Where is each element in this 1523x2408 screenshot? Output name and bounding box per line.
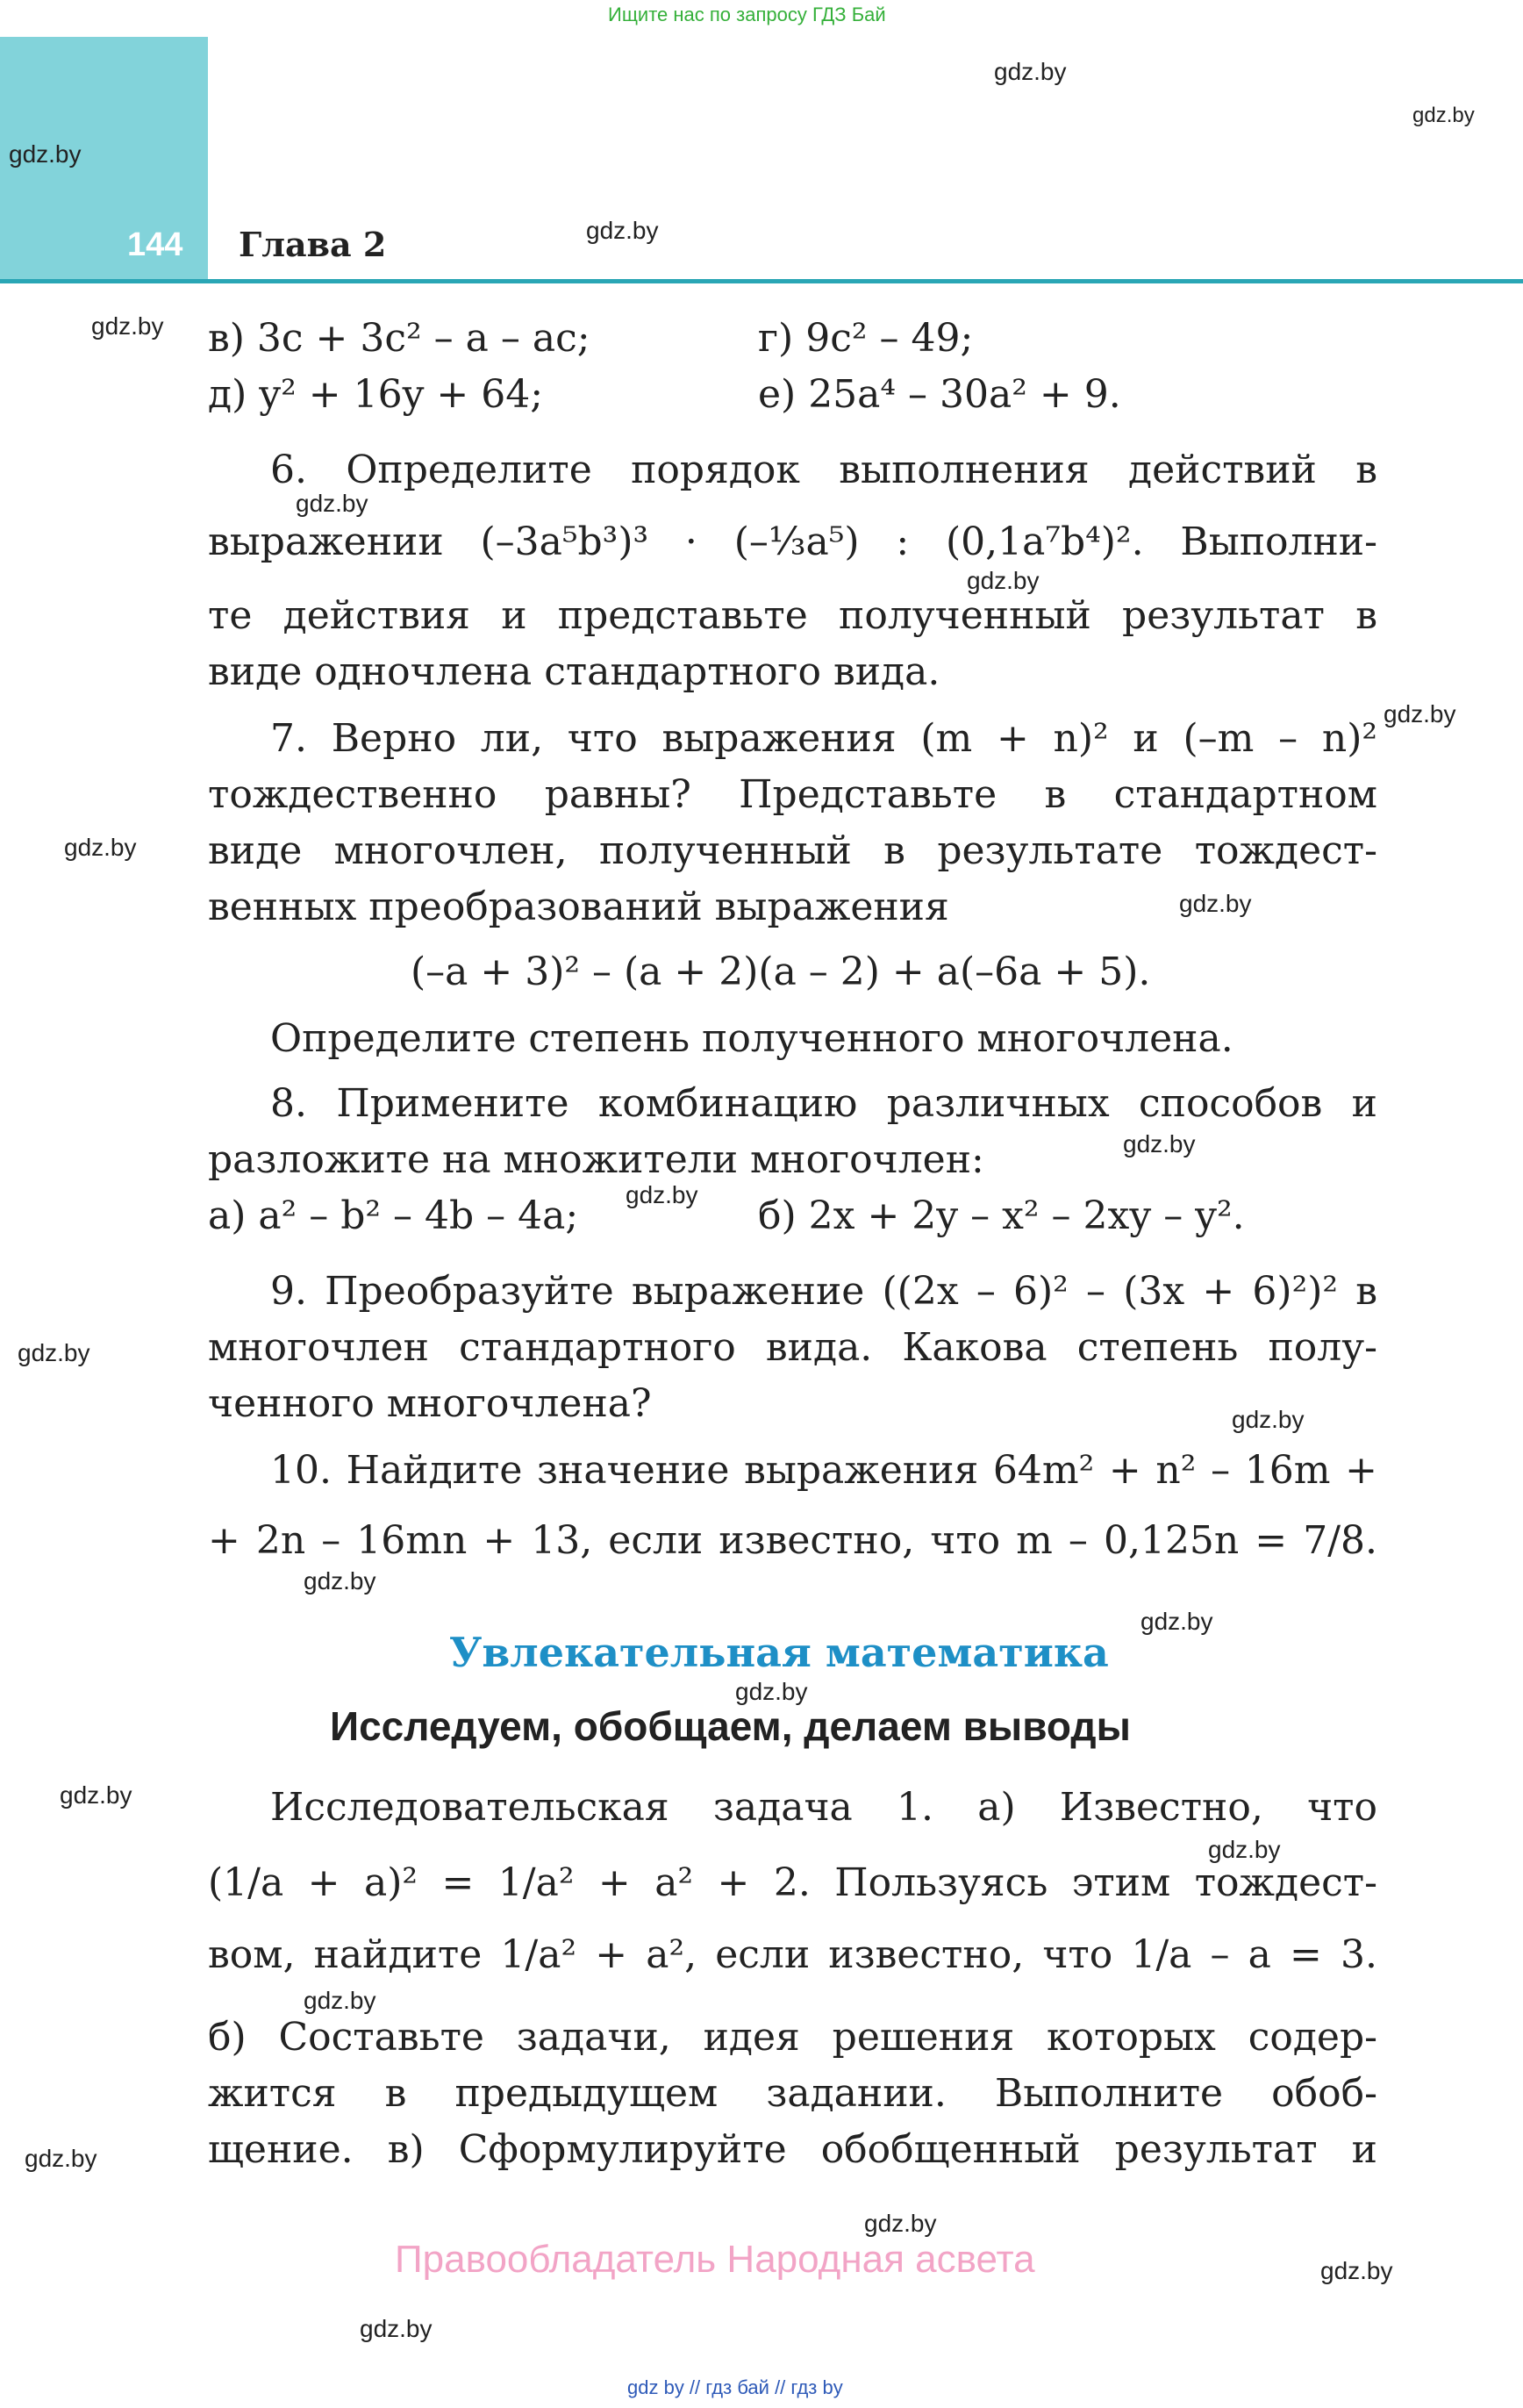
exercise-line: в) 3c + 3c² – a – ac; bbox=[208, 316, 590, 361]
exercise-6-line: виде одночлена стандартного вида. bbox=[208, 649, 940, 694]
research-task-line: щение. в) Сформулируйте обобщенный результат и bbox=[208, 2127, 1377, 2172]
exercise-7-line: 7. Верно ли, что выражения (m + n)² и (–m – n)² bbox=[270, 716, 1377, 761]
exercise-6-line: 6. Определите порядок выполнения действий в bbox=[270, 448, 1377, 492]
chapter-title: Глава 2 bbox=[239, 225, 387, 264]
page-number: 144 bbox=[127, 226, 183, 263]
watermark: gdz.by bbox=[1232, 1406, 1305, 1433]
exercise-8-item-b: б) 2x + 2y – x² – 2xy – y². bbox=[758, 1193, 1245, 1238]
watermark: gdz.by bbox=[735, 1678, 808, 1705]
exercise-line: г) 9c² – 49; bbox=[758, 316, 974, 361]
exercise-7-line: Определите степень полученного многочлена. bbox=[270, 1016, 1233, 1061]
research-task-line: (1/a + a)² = 1/a² + a² + 2. Пользуясь этим тождест- bbox=[208, 1860, 1377, 1905]
research-task-line: вом, найдите 1/a² + a², если известно, что 1/a – a = 3. bbox=[208, 1932, 1377, 1977]
watermark: gdz.by bbox=[1208, 1836, 1281, 1863]
watermark: gdz.by bbox=[1123, 1130, 1196, 1157]
exercise-9-line: многочлен стандартного вида. Какова степень полу- bbox=[208, 1325, 1377, 1370]
watermark: gdz.by bbox=[1384, 700, 1456, 727]
watermark: gdz.by bbox=[626, 1181, 698, 1208]
watermark: gdz.by bbox=[60, 1781, 132, 1809]
top-search-note: Ищите нас по запросу ГДЗ Бай bbox=[608, 4, 886, 25]
research-task-line: Исследовательская задача 1. а) Известно, что bbox=[270, 1785, 1377, 1830]
watermark: gdz.by bbox=[304, 1567, 376, 1595]
watermark: gdz.by bbox=[9, 140, 82, 168]
watermark: gdz.by bbox=[64, 834, 137, 861]
watermark: gdz.by bbox=[360, 2315, 433, 2342]
watermark: gdz.by bbox=[296, 490, 368, 517]
watermark: gdz.by bbox=[864, 2210, 937, 2237]
exercise-6-line: выражении (–3a⁵b³)³ · (–⅓a⁵) : (0,1a⁷b⁴)². Выполни- bbox=[208, 520, 1377, 564]
research-task-line: б) Составьте задачи, идея решения которых содер- bbox=[208, 2015, 1377, 2060]
watermark: gdz.by bbox=[91, 312, 164, 340]
watermark: gdz.by bbox=[1140, 1608, 1213, 1635]
exercise-8-line: разложите на множители многочлен: bbox=[208, 1137, 984, 1182]
bottom-search-note: gdz by // гдз бай // гдз by bbox=[627, 2376, 843, 2398]
exercise-line: д) y² + 16y + 64; bbox=[208, 372, 544, 417]
exercise-8-line: 8. Примените комбинацию различных способов и bbox=[270, 1081, 1377, 1126]
header-rule bbox=[0, 279, 1523, 283]
watermark: gdz.by bbox=[586, 217, 659, 244]
exercise-7-line: венных преобразований выражения bbox=[208, 885, 949, 929]
exercise-line: е) 25a⁴ – 30a² + 9. bbox=[758, 372, 1121, 417]
watermark: gdz.by bbox=[1412, 104, 1475, 127]
exercise-7-line: виде многочлен, полученный в результате тождест- bbox=[208, 828, 1377, 873]
watermark: gdz.by bbox=[1320, 2257, 1393, 2284]
exercise-6-line: те действия и представьте полученный результат в bbox=[208, 593, 1377, 638]
watermark: gdz.by bbox=[18, 1339, 90, 1366]
watermark: gdz.by bbox=[25, 2145, 97, 2172]
copyright-notice: Правообладатель Народная асвета bbox=[395, 2238, 1035, 2281]
watermark: gdz.by bbox=[304, 1987, 376, 2014]
research-task-line: жится в предыдущем задании. Выполните обоб- bbox=[208, 2071, 1377, 2116]
watermark: gdz.by bbox=[967, 567, 1040, 594]
exercise-7-formula: (–a + 3)² – (a + 2)(a – 2) + a(–6a + 5). bbox=[411, 950, 1151, 994]
watermark: gdz.by bbox=[994, 58, 1067, 85]
exercise-7-line: тождественно равны? Представьте в стандартном bbox=[208, 772, 1377, 817]
section-subtitle: Исследуем, обобщаем, делаем выводы bbox=[330, 1703, 1131, 1749]
watermark: gdz.by bbox=[1179, 890, 1252, 917]
exercise-9-line: ченного многочлена? bbox=[208, 1381, 652, 1426]
section-title: Увлекательная математика bbox=[449, 1629, 1109, 1676]
exercise-10-line: 10. Найдите значение выражения 64m² + n² – 16m + bbox=[270, 1448, 1377, 1493]
exercise-10-line: + 2n – 16mn + 13, если известно, что m – 0,125n = 7/8. bbox=[208, 1518, 1377, 1563]
exercise-8-item-a: а) a² – b² – 4b – 4a; bbox=[208, 1193, 579, 1238]
exercise-9-line: 9. Преобразуйте выражение ((2x – 6)² – (3x + 6)²)² в bbox=[270, 1269, 1377, 1314]
